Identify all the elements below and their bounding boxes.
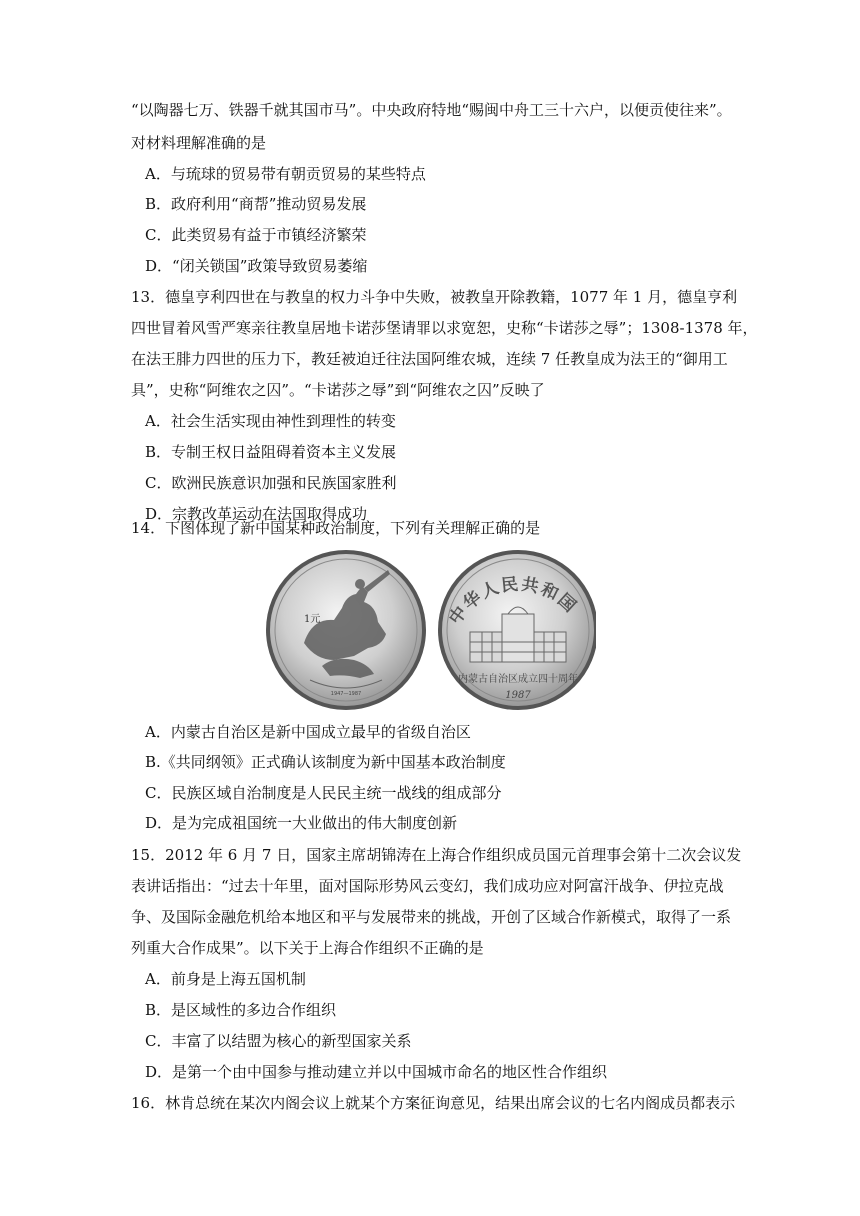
q13-stem-line-3: 在法王腓力四世的压力下，教廷被迫迁往法国阿维农城，连续 7 任教皇成为法王的“御用工 [131,350,728,368]
q15-stem-line-2: 表讲话指出：“过去十年里，面对国际形势风云变幻，我们成功应对阿富汗战争、伊拉克战 [131,877,724,895]
coin-front-years: 1947—1987 [330,691,362,697]
q14-option-c: C．民族区域自治制度是人民民主统一战线的组成部分 [145,784,502,802]
q12-option-a: A．与琉球的贸易带有朝贡贸易的某些特点 [145,165,426,183]
q13-option-c: C．欧洲民族意识加强和民族国家胜利 [145,474,397,492]
q14-option-a: A．内蒙古自治区是新中国成立最早的省级自治区 [145,723,471,741]
q13-option-a: A．社会生活实现由神性到理性的转变 [145,412,396,430]
q15-stem-line-4: 列重大合作成果”。以下关于上海合作组织不正确的是 [131,939,484,957]
q14-stem: 14．下图体现了新中国某种政治制度，下列有关理解正确的是 [131,519,541,537]
coin-obverse [266,550,426,710]
q12-stem-line-2: 对材料理解准确的是 [131,134,267,152]
q16-stem-line-1: 16．林肯总统在某次内阁会议上就某个方案征询意见，结果出席会议的七名内阁成员都表示 [131,1094,736,1112]
q13-stem-line-2: 四世冒着风雪严寒亲往教皇居地卡诺莎堡请罪以求宽恕，史称“卡诺莎之辱”；1308-1378 年， [131,319,758,337]
q15-stem-line-1: 15．2012 年 6 月 7 日，国家主席胡锦涛在上海合作组织成员国元首理事会第十二次会议发 [131,846,742,864]
q15-option-a: A．前身是上海五国机制 [145,970,306,988]
q13-stem-line-4: 具”，史称“阿维农之囚”。“卡诺莎之辱”到“阿维农之囚”反映了 [131,381,545,399]
coin-denomination: 1元 [304,614,321,625]
q12-option-b: B．政府利用“商帮”推动贸易发展 [145,195,367,213]
q15-stem-line-3: 争、及国际金融危机给本地区和平与发展带来的挑战，开创了区域合作新模式，取得了一系 [131,908,732,926]
q12-stem-line-1: “以陶器七万、铁器千就其国市马”。中央政府特地“赐闽中舟工三十六户，以便贡使往来”。 [131,101,732,119]
q13-option-b: B．专制王权日益阻碍着资本主义发展 [145,443,397,461]
q13-option-d: D．宗教改革运动在法国取得成功 [145,505,368,523]
q15-option-c: C．丰富了以结盟为核心的新型国家关系 [145,1032,412,1050]
q12-option-c: C．此类贸易有益于市镇经济繁荣 [145,226,367,244]
q14-option-b: B.《共同纲领》正式确认该制度为新中国基本政治制度 [145,753,506,771]
commemorative-coins-image [264,548,596,713]
coin-arc-text: 中华人民共和国 [445,574,581,629]
q13-stem-line-1: 13．德皇亨利四世在与教皇的权力斗争中失败，被教皇开除教籍，1077 年 1 月，德皇亨利 [131,288,738,306]
q15-option-d: D．是第一个由中国参与推动建立并以中国城市命名的地区性合作组织 [145,1063,608,1081]
coin-reverse [438,550,596,710]
coin-back-year: 1987 [505,690,531,701]
q12-option-d: D．“闭关锁国”政策导致贸易萎缩 [145,257,368,275]
q14-option-d: D．是为完成祖国统一大业做出的伟大制度创新 [145,814,458,832]
q15-option-b: B．是区域性的多边合作组织 [145,1001,337,1019]
coin-back-caption: 内蒙古自治区成立四十周年 [458,674,578,685]
